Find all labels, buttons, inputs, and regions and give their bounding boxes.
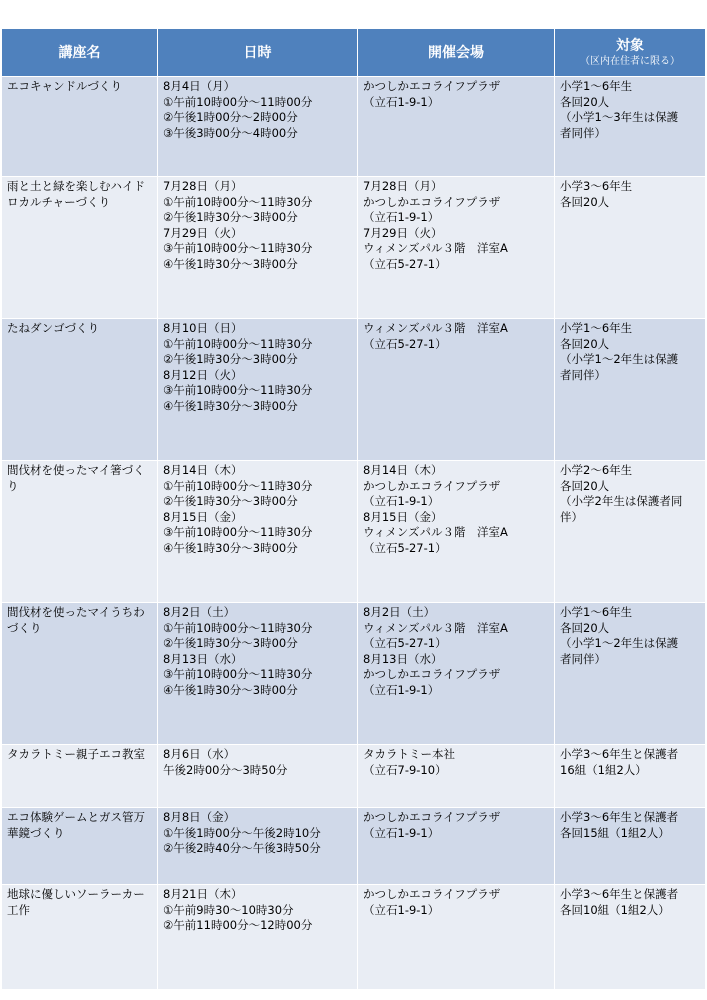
venue-line: （立石1-9-1） (363, 94, 440, 109)
venue-cell (358, 745, 555, 808)
datetime-line: ③午前10時00分～11時30分 (163, 383, 313, 397)
datetime-line: ①午前10時00分～11時30分 (163, 478, 313, 493)
header-target (555, 29, 706, 77)
venue-line: 7月28日（月） (363, 179, 443, 193)
target-line: 小学1～6年生 (560, 605, 633, 619)
datetime-line: 午後2時00分～3時50分 (163, 762, 288, 777)
course-name: タカラトミー親子エコ教室 (7, 747, 145, 761)
course-name: エコ体験ゲームとガス管万華鏡づくり (7, 810, 145, 840)
target-line: 者同伴） (560, 125, 606, 140)
venue-line: 8月13日（水） (363, 651, 443, 666)
table-row (2, 745, 706, 808)
venue-line: （立石1-9-1） (363, 494, 440, 508)
datetime-line: 8月6日（水） (163, 747, 236, 761)
target-line: 小学1～6年生 (560, 321, 633, 335)
target-cell (555, 745, 706, 808)
course-name: 雨と土と緑を楽しむハイドロカルチャーづくり (7, 179, 145, 209)
venue-line: （立石5-27-1） (363, 336, 447, 351)
venue-line: ウィメンズパル３階 洋室A (363, 241, 508, 255)
venue-line: かつしかエコライフプラザ (363, 79, 501, 93)
venue-cell (358, 461, 555, 603)
datetime-line: ①午前10時00分～11時00分 (163, 94, 313, 109)
datetime-line: ①午前10時00分～11時30分 (163, 336, 313, 351)
course-name: エコキャンドルづくり (7, 79, 122, 93)
datetime-line: ③午前10時00分～11時30分 (163, 667, 313, 681)
venue-line: （立石5-27-1） (363, 256, 447, 271)
venue-line: かつしかエコライフプラザ (363, 810, 501, 824)
target-line: 伴） (560, 509, 583, 524)
course-schedule-table (1, 28, 706, 990)
datetime-cell (158, 808, 358, 885)
target-line: （小学1～2年生は保護 (560, 352, 679, 366)
venue-line: （立石7-9-10） (363, 762, 447, 777)
target-line: 各回20人 (560, 478, 610, 493)
datetime-line: 8月4日（月） (163, 79, 236, 93)
venue-line: かつしかエコライフプラザ (363, 478, 501, 493)
target-cell (555, 319, 706, 461)
venue-line: かつしかエコライフプラザ (363, 667, 501, 681)
target-cell (555, 461, 706, 603)
datetime-line: ④午後1時30分～3時00分 (163, 256, 298, 271)
header-row (2, 29, 706, 77)
datetime-cell (158, 603, 358, 745)
target-line: （小学1～3年生は保護 (560, 110, 679, 124)
datetime-line: 8月2日（土） (163, 605, 236, 619)
datetime-line: ②午後1時30分～3時00分 (163, 352, 298, 366)
venue-line: （立石5-27-1） (363, 636, 447, 650)
target-line: 小学3～6年生と保護者 (560, 810, 679, 824)
venue-line: （立石5-27-1） (363, 540, 447, 555)
course-name-cell (2, 319, 158, 461)
target-cell (555, 177, 706, 319)
datetime-line: 7月29日（火） (163, 225, 243, 240)
course-name-cell (2, 603, 158, 745)
venue-line: （立石1-9-1） (363, 210, 440, 224)
venue-cell (358, 177, 555, 319)
course-name-cell (2, 745, 158, 808)
venue-line: ウィメンズパル３階 洋室A (363, 525, 508, 539)
venue-cell (358, 77, 555, 177)
target-line: 者同伴） (560, 651, 606, 666)
target-line: 小学2～6年生 (560, 463, 633, 477)
table-row (2, 808, 706, 885)
table-row (2, 319, 706, 461)
target-line: 各回20人 (560, 336, 610, 351)
datetime-line: 8月21日（木） (163, 887, 243, 901)
header-target-note: （区内在住者に限る） (580, 56, 680, 67)
venue-line: 8月14日（木） (363, 463, 443, 477)
venue-line: 7月29日（火） (363, 225, 443, 240)
datetime-line: ①午前10時00分～11時30分 (163, 194, 313, 209)
datetime-line: ③午前10時00分～11時30分 (163, 241, 313, 255)
course-name-cell (2, 177, 158, 319)
datetime-line: 8月15日（金） (163, 509, 243, 524)
datetime-line: 7月28日（月） (163, 179, 243, 193)
venue-line: かつしかエコライフプラザ (363, 887, 501, 901)
venue-line: （立石1-9-1） (363, 902, 440, 917)
table-row (2, 603, 706, 745)
target-line: 16組（1組2人） (560, 762, 647, 777)
datetime-cell (158, 77, 358, 177)
course-name: 間伐材を使ったマイうちわづくり (7, 605, 145, 635)
target-line: 小学3～6年生と保護者 (560, 747, 679, 761)
datetime-cell (158, 319, 358, 461)
venue-cell (358, 603, 555, 745)
target-line: 者同伴） (560, 367, 606, 382)
target-line: 各回20人 (560, 94, 610, 109)
table-row (2, 461, 706, 603)
venue-cell (358, 885, 555, 990)
table-row (2, 77, 706, 177)
datetime-line: 8月13日（水） (163, 651, 243, 666)
target-line: （小学2年生は保護者同 (560, 494, 683, 508)
datetime-line: ③午前10時00分～11時30分 (163, 525, 313, 539)
target-line: 小学1～6年生 (560, 79, 633, 93)
datetime-line: 8月10日（日） (163, 321, 243, 335)
header-venue-label: 開催会場 (428, 44, 484, 61)
header-target-label: 対象 (616, 38, 644, 54)
course-name: 間伐材を使ったマイ箸づくり (7, 463, 145, 493)
venue-line: タカラトミー本社 (363, 747, 455, 761)
datetime-line: 8月12日（火） (163, 367, 243, 382)
target-line: 各回20人 (560, 194, 610, 209)
datetime-cell (158, 177, 358, 319)
datetime-line: ④午後1時30分～3時00分 (163, 682, 298, 697)
course-name: 地球に優しいソーラーカー工作 (7, 887, 145, 917)
header-course-name-label: 講座名 (58, 44, 101, 61)
course-name: たねダンゴづくり (7, 321, 100, 335)
datetime-line: ④午後1時30分～3時00分 (163, 398, 298, 413)
venue-line: 8月2日（土） (363, 605, 436, 619)
target-line: 各回15組（1組2人） (560, 825, 670, 840)
table-row (2, 177, 706, 319)
datetime-cell (158, 885, 358, 990)
header-course-name (2, 29, 158, 77)
datetime-line: ②午後2時40分～午後3時50分 (163, 841, 321, 855)
target-cell (555, 77, 706, 177)
venue-line: ウィメンズパル３階 洋室A (363, 321, 508, 335)
datetime-line: ①午後1時00分～午後2時10分 (163, 825, 321, 840)
course-name-cell (2, 885, 158, 990)
venue-cell (358, 808, 555, 885)
table-row (2, 885, 706, 990)
datetime-line: ①午前9時30～10時30分 (163, 902, 294, 917)
datetime-line: ①午前10時00分～11時30分 (163, 620, 313, 635)
datetime-line: ②午後1時00分～2時00分 (163, 110, 298, 124)
target-cell (555, 885, 706, 990)
target-line: 各回20人 (560, 620, 610, 635)
datetime-line: ②午後1時30分～3時00分 (163, 210, 298, 224)
venue-line: （立石1-9-1） (363, 682, 440, 697)
target-line: 各回10組（1組2人） (560, 902, 670, 917)
datetime-cell (158, 745, 358, 808)
target-line: 小学3～6年生 (560, 179, 633, 193)
datetime-line: ②午後1時30分～3時00分 (163, 636, 298, 650)
venue-line: 8月15日（金） (363, 509, 443, 524)
datetime-line: 8月14日（木） (163, 463, 243, 477)
target-line: （小学1～2年生は保護 (560, 636, 679, 650)
venue-cell (358, 319, 555, 461)
venue-line: ウィメンズパル３階 洋室A (363, 620, 508, 635)
venue-line: かつしかエコライフプラザ (363, 194, 501, 209)
datetime-line: ②午前11時00分～12時00分 (163, 918, 313, 932)
datetime-line: ②午後1時30分～3時00分 (163, 494, 298, 508)
datetime-line: ③午後3時00分～4時00分 (163, 125, 298, 140)
course-name-cell (2, 808, 158, 885)
course-name-cell (2, 461, 158, 603)
header-venue (358, 29, 555, 77)
target-line: 小学3～6年生と保護者 (560, 887, 679, 901)
venue-line: （立石1-9-1） (363, 825, 440, 840)
datetime-line: ④午後1時30分～3時00分 (163, 540, 298, 555)
header-datetime (158, 29, 358, 77)
target-cell (555, 603, 706, 745)
datetime-line: 8月8日（金） (163, 810, 236, 824)
header-datetime-label: 日時 (243, 44, 272, 61)
table-header (2, 29, 706, 77)
target-cell (555, 808, 706, 885)
table-body (2, 77, 706, 990)
course-name-cell (2, 77, 158, 177)
datetime-cell (158, 461, 358, 603)
